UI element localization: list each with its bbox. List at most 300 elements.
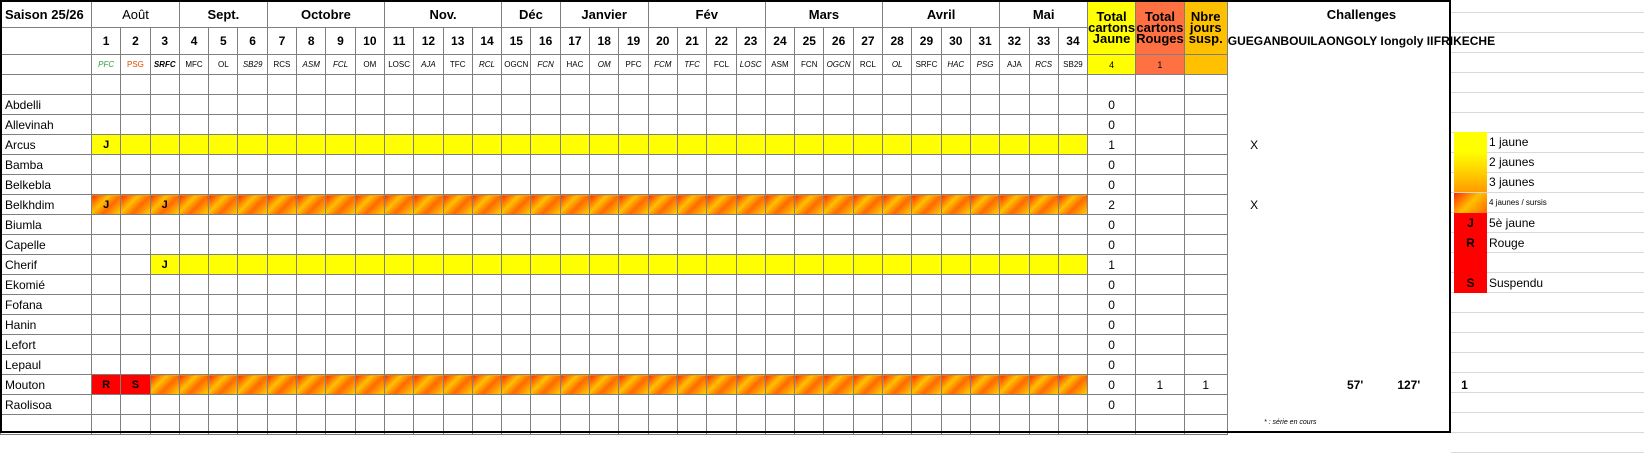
challenge-value — [1280, 375, 1326, 395]
player-name: Fofana — [1, 295, 92, 315]
card-cell — [912, 215, 941, 235]
card-cell — [707, 275, 736, 295]
matchday-number: 31 — [970, 28, 999, 55]
card-cell — [970, 275, 999, 295]
card-cell — [384, 255, 413, 275]
player-name: Ekomié — [1, 275, 92, 295]
card-cell — [267, 195, 296, 215]
card-cell — [853, 355, 882, 375]
card-cell — [590, 195, 619, 215]
player-red-total — [1136, 335, 1185, 355]
card-cell — [472, 375, 501, 395]
card-cell — [912, 175, 941, 195]
player-name: Belkebla — [1, 175, 92, 195]
card-cell — [238, 275, 267, 295]
card-cell — [619, 315, 648, 335]
card-cell — [765, 315, 794, 335]
player-yellow-total: 1 — [1088, 255, 1136, 275]
corner-cell — [1, 28, 92, 55]
matchday-number: 19 — [619, 28, 648, 55]
card-cell — [941, 155, 970, 175]
card-cell — [941, 255, 970, 275]
card-cell — [736, 175, 765, 195]
card-cell — [150, 295, 179, 315]
card-cell — [472, 195, 501, 215]
challenge-value — [1384, 295, 1434, 315]
card-cell — [648, 115, 677, 135]
challenge-value — [1227, 155, 1280, 175]
card-cell — [1000, 195, 1029, 215]
total-yellow-header-line: Jaune — [1092, 31, 1131, 46]
player-name: Lepaul — [1, 355, 92, 375]
card-cell — [326, 195, 355, 215]
blank-cell — [560, 415, 589, 435]
opponent-code: FCN — [531, 55, 560, 75]
card-mark: R — [92, 375, 121, 395]
blank-cell — [443, 75, 472, 95]
challenge-value — [1384, 115, 1434, 135]
card-cell — [238, 255, 267, 275]
player-red-total — [1136, 195, 1185, 215]
card-cell — [179, 255, 208, 275]
opponent-code: PFC — [619, 55, 648, 75]
card-cell — [238, 135, 267, 155]
card-cell — [590, 355, 619, 375]
legend-swatch — [1454, 132, 1487, 152]
card-cell — [795, 315, 824, 335]
card-cell — [443, 395, 472, 415]
blank-cell — [502, 75, 531, 95]
card-cell — [941, 375, 970, 395]
opponent-code: FCL — [707, 55, 736, 75]
card-cell — [648, 95, 677, 115]
card-cell — [384, 195, 413, 215]
card-cell — [326, 275, 355, 295]
card-cell — [326, 335, 355, 355]
card-cell — [209, 295, 238, 315]
card-cell — [414, 215, 443, 235]
matchday-number: 8 — [297, 28, 326, 55]
challenge-value — [1227, 315, 1280, 335]
card-cell — [179, 115, 208, 135]
blank-row — [1, 75, 1501, 95]
card-cell — [853, 175, 882, 195]
blank-cell — [707, 75, 736, 95]
challenge-value — [1384, 175, 1434, 195]
challenge-column-header: BOUILA — [1280, 34, 1327, 48]
card-cell — [677, 235, 706, 255]
legend-label: 4 jaunes / sursis — [1489, 198, 1547, 207]
card-cell — [209, 395, 238, 415]
card-cell — [121, 395, 150, 415]
legend-swatch: S — [1454, 273, 1487, 293]
card-cell — [560, 395, 589, 415]
card-cell — [883, 235, 912, 255]
card-cell — [472, 395, 501, 415]
card-cell — [941, 215, 970, 235]
card-cell — [150, 355, 179, 375]
card-cell — [765, 215, 794, 235]
card-cell — [121, 315, 150, 335]
blank-cell — [267, 415, 296, 435]
blank-cell — [1, 75, 92, 95]
blank-cell — [677, 415, 706, 435]
card-cell — [443, 115, 472, 135]
card-cell — [1029, 235, 1058, 255]
challenge-value — [1280, 115, 1326, 135]
matchday-number: 25 — [795, 28, 824, 55]
card-cell — [267, 215, 296, 235]
matchday-number: 20 — [648, 28, 677, 55]
challenge-value — [1326, 95, 1383, 115]
blank-cell — [648, 75, 677, 95]
card-cell — [707, 135, 736, 155]
card-cell — [970, 255, 999, 275]
matchday-number: 3 — [150, 28, 179, 55]
card-cell — [970, 95, 999, 115]
player-suspension-days — [1184, 215, 1227, 235]
challenge-value — [1326, 335, 1383, 355]
card-cell — [677, 175, 706, 195]
card-cell — [1029, 335, 1058, 355]
legend-swatch — [1454, 253, 1487, 273]
challenges-title: Challenges — [1326, 6, 1397, 22]
challenge-value — [1280, 275, 1326, 295]
opponent-code: ASM — [765, 55, 794, 75]
card-cell — [1058, 235, 1087, 255]
card-cell — [765, 335, 794, 355]
card-cell — [531, 395, 560, 415]
card-cell — [531, 255, 560, 275]
card-cell — [355, 395, 384, 415]
card-cell — [267, 355, 296, 375]
card-cell — [179, 335, 208, 355]
card-cell — [853, 155, 882, 175]
card-cell — [297, 195, 326, 215]
card-cell — [707, 95, 736, 115]
card-cell — [502, 255, 531, 275]
blank-cell — [472, 415, 501, 435]
card-cell — [326, 355, 355, 375]
card-cell — [267, 255, 296, 275]
month-header: Janvier — [560, 1, 648, 28]
legend-label: 1 jaune — [1489, 135, 1529, 149]
challenge-value — [1384, 155, 1434, 175]
blank-cell — [414, 415, 443, 435]
card-cell — [384, 315, 413, 335]
challenge-value — [1326, 235, 1383, 255]
legend-item — [1451, 132, 1644, 152]
legend-gridline — [1451, 72, 1644, 73]
card-cell — [297, 155, 326, 175]
opponent-code: LOSC — [736, 55, 765, 75]
challenge-value: 127' — [1397, 377, 1421, 392]
opponent-row — [1, 55, 1501, 75]
card-cell — [795, 355, 824, 375]
blank-cell — [736, 75, 765, 95]
card-cell — [648, 175, 677, 195]
card-cell — [443, 335, 472, 355]
matchday-number: 26 — [824, 28, 853, 55]
challenge-value — [1384, 315, 1434, 335]
card-cell — [883, 315, 912, 335]
blank-cell — [1136, 415, 1185, 435]
matchday-number: 34 — [1058, 28, 1087, 55]
opponent-code: PFC — [92, 55, 121, 75]
card-cell — [384, 375, 413, 395]
challenge-value — [1280, 295, 1326, 315]
suspension-days-header — [1184, 1, 1227, 55]
card-cell — [1000, 235, 1029, 255]
challenge-value — [1280, 315, 1326, 335]
card-cell — [1000, 375, 1029, 395]
card-cell — [1000, 215, 1029, 235]
card-cell — [209, 335, 238, 355]
card-cell — [1058, 115, 1087, 135]
card-cell — [267, 235, 296, 255]
legend-item — [1451, 233, 1644, 253]
card-cell — [970, 155, 999, 175]
opponent-code: AJA — [414, 55, 443, 75]
card-cell — [238, 235, 267, 255]
challenge-column-header: FRIKECHE — [1433, 34, 1496, 48]
card-cell — [150, 315, 179, 335]
blank-cell — [267, 75, 296, 95]
blank-cell — [1029, 415, 1058, 435]
card-cell — [590, 335, 619, 355]
card-cell — [677, 395, 706, 415]
player-row — [1, 155, 1501, 175]
card-cell — [92, 275, 121, 295]
challenge-value — [1326, 295, 1383, 315]
card-cell — [912, 375, 941, 395]
card-cell — [267, 135, 296, 155]
blank-cell — [619, 415, 648, 435]
month-header-row — [1, 1, 1501, 28]
legend-swatch — [1454, 193, 1487, 213]
card-cell — [414, 155, 443, 175]
legend-label: Suspendu — [1489, 276, 1544, 290]
card-cell — [92, 355, 121, 375]
opponent-code: OGCN — [824, 55, 853, 75]
card-cell — [92, 215, 121, 235]
card-cell — [883, 95, 912, 115]
card-cell — [472, 275, 501, 295]
total-red-header-line: Total — [1144, 9, 1175, 24]
card-cell — [443, 195, 472, 215]
card-cell — [560, 215, 589, 235]
card-cell — [502, 235, 531, 255]
matchday-number: 17 — [560, 28, 589, 55]
card-cell — [238, 355, 267, 375]
blank-cell — [297, 75, 326, 95]
card-cell — [619, 95, 648, 115]
challenge-value: 57' — [1346, 377, 1364, 392]
legend-label: Rouge — [1489, 236, 1525, 250]
opponent-code: SB29 — [1058, 55, 1087, 75]
card-cell — [853, 255, 882, 275]
card-cell — [590, 295, 619, 315]
card-cell — [121, 115, 150, 135]
blank-cell — [1, 415, 92, 435]
card-cell — [414, 395, 443, 415]
card-cell — [795, 275, 824, 295]
player-yellow-total: 0 — [1088, 295, 1136, 315]
card-cell — [472, 175, 501, 195]
card-cell — [824, 355, 853, 375]
player-name: Bamba — [1, 155, 92, 175]
blank-cell — [179, 415, 208, 435]
card-cell — [150, 155, 179, 175]
card-cell — [209, 115, 238, 135]
player-name: Lefort — [1, 335, 92, 355]
blank-cell — [443, 415, 472, 435]
challenge-value — [1326, 275, 1383, 295]
card-cell — [912, 335, 941, 355]
card-cell — [121, 255, 150, 275]
matchday-number: 4 — [179, 28, 208, 55]
card-cell — [179, 175, 208, 195]
card-cell — [297, 335, 326, 355]
card-cell — [1029, 115, 1058, 135]
card-cell — [502, 135, 531, 155]
card-cell — [384, 215, 413, 235]
card-cell — [209, 375, 238, 395]
card-cell — [297, 215, 326, 235]
card-cell — [326, 395, 355, 415]
card-cell — [590, 155, 619, 175]
blank-cell — [1088, 75, 1136, 95]
card-cell — [355, 295, 384, 315]
legend-label: 5è jaune — [1489, 216, 1536, 230]
player-red-total — [1136, 215, 1185, 235]
card-cell — [472, 335, 501, 355]
card-cell — [707, 395, 736, 415]
card-cell — [326, 375, 355, 395]
matchday-number: 15 — [502, 28, 531, 55]
challenge-value — [1326, 255, 1383, 275]
blank-cell — [883, 415, 912, 435]
card-cell — [765, 95, 794, 115]
card-cell — [92, 155, 121, 175]
matchday-number: 11 — [384, 28, 413, 55]
card-cell — [970, 335, 999, 355]
card-cell — [765, 115, 794, 135]
card-cell — [1000, 255, 1029, 275]
blank-cell — [824, 415, 853, 435]
card-cell — [472, 135, 501, 155]
card-cell — [1029, 395, 1058, 415]
blank-cell — [765, 415, 794, 435]
card-cell — [1000, 175, 1029, 195]
card-cell — [121, 195, 150, 215]
card-cell — [238, 115, 267, 135]
card-cell — [150, 95, 179, 115]
card-cell — [443, 215, 472, 235]
challenge-value — [1280, 215, 1326, 235]
card-cell — [560, 335, 589, 355]
card-cell — [707, 255, 736, 275]
legend-item — [1451, 253, 1644, 273]
blank-cell — [941, 75, 970, 95]
card-cell — [209, 355, 238, 375]
card-cell — [209, 215, 238, 235]
card-cell — [677, 375, 706, 395]
card-cell — [1029, 315, 1058, 335]
challenge-value: 1 — [1461, 377, 1468, 392]
blank-cell — [384, 415, 413, 435]
blank-cell — [1088, 415, 1136, 435]
card-cell — [824, 275, 853, 295]
matchday-number: 22 — [707, 28, 736, 55]
card-cell — [736, 135, 765, 155]
challenge-value — [1384, 255, 1434, 275]
blank-cell — [297, 415, 326, 435]
card-cell — [326, 115, 355, 135]
card-cell — [824, 335, 853, 355]
card-cell — [941, 135, 970, 155]
card-cell — [648, 235, 677, 255]
card-cell — [707, 115, 736, 135]
legend-item — [1451, 172, 1644, 192]
matchday-number: 12 — [414, 28, 443, 55]
card-mark: J — [92, 195, 121, 215]
card-cell — [590, 235, 619, 255]
card-cell — [648, 155, 677, 175]
card-cell — [384, 395, 413, 415]
card-cell — [1000, 275, 1029, 295]
card-cell — [619, 195, 648, 215]
opponent-code: OGCN — [502, 55, 531, 75]
card-mark: J — [150, 195, 179, 215]
matchday-number: 10 — [355, 28, 384, 55]
card-cell — [92, 95, 121, 115]
card-cell — [1000, 335, 1029, 355]
card-cell — [970, 235, 999, 255]
player-row — [1, 395, 1501, 415]
card-cell — [179, 195, 208, 215]
card-cell — [883, 175, 912, 195]
card-cell — [560, 375, 589, 395]
card-cell — [853, 315, 882, 335]
opponent-code: LOSC — [384, 55, 413, 75]
card-cell — [209, 135, 238, 155]
matchday-number: 24 — [765, 28, 794, 55]
card-cell — [502, 215, 531, 235]
card-cell — [824, 255, 853, 275]
matchday-number: 32 — [1000, 28, 1029, 55]
blank-cell — [92, 75, 121, 95]
card-cell — [355, 215, 384, 235]
player-name: Capelle — [1, 235, 92, 255]
card-cell — [150, 175, 179, 195]
card-cell — [1058, 95, 1087, 115]
player-yellow-total: 0 — [1088, 95, 1136, 115]
card-cell — [590, 175, 619, 195]
card-cell — [443, 95, 472, 115]
player-red-total — [1136, 155, 1185, 175]
card-cell — [1029, 215, 1058, 235]
card-cell — [502, 395, 531, 415]
challenge-value — [1384, 355, 1434, 375]
card-cell — [92, 395, 121, 415]
card-cell — [883, 155, 912, 175]
legend-gridline — [1451, 332, 1644, 333]
card-cell — [384, 175, 413, 195]
card-cell — [150, 375, 179, 395]
challenge-value — [1227, 255, 1280, 275]
card-cell — [824, 295, 853, 315]
